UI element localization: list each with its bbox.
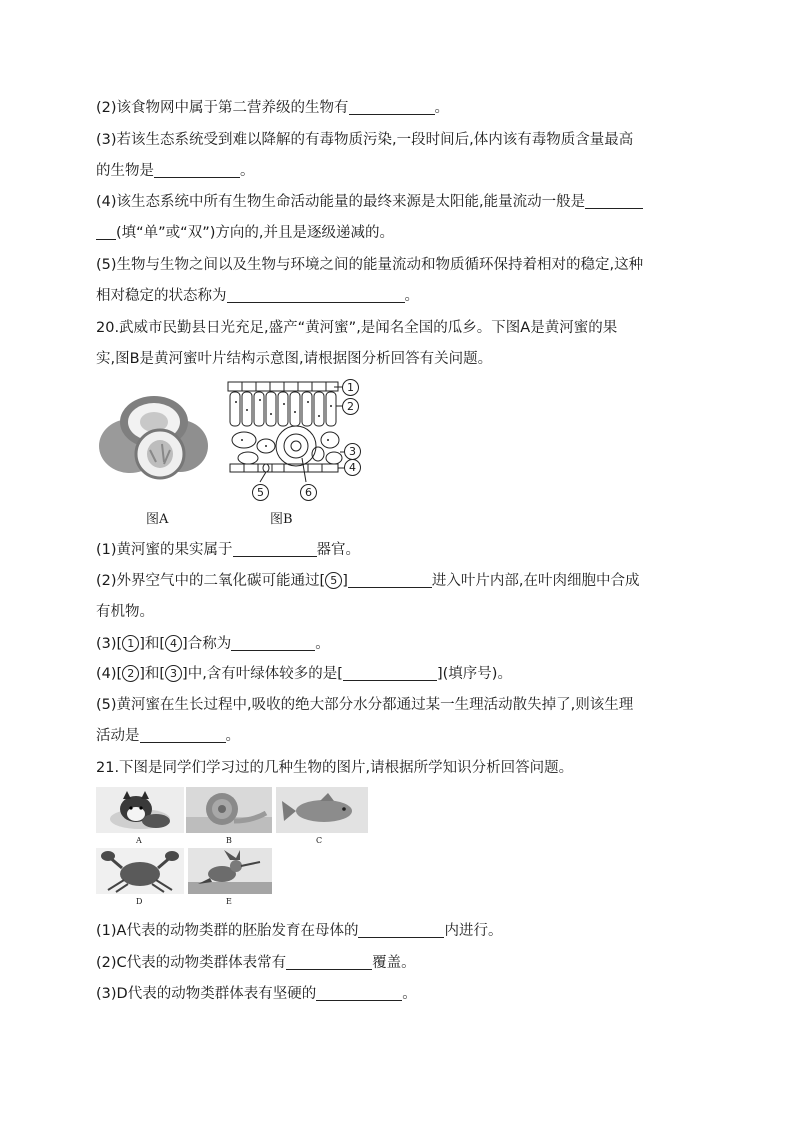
q20-part2-line2: 有机物。	[96, 604, 154, 620]
answer-blank[interactable]	[348, 573, 432, 588]
answer-blank[interactable]	[286, 955, 372, 970]
answer-blank[interactable]	[233, 542, 317, 557]
puppy-image	[96, 787, 184, 833]
leaf-label-3: 3	[344, 443, 361, 460]
q19-part3-line2: 的生物是 。	[96, 163, 255, 179]
q19-part5-line1: (5)生物与生物之间以及生物与环境之间的能量流动和物质循环保持着相对的稳定,这种	[96, 257, 644, 273]
q20-part2-line1: (2)外界空气中的二氧化碳可能通过[ 5 ] 进入叶片内部,在叶肉细胞中合成	[96, 573, 640, 589]
bird-image	[188, 848, 272, 894]
answer-blank[interactable]	[358, 923, 444, 938]
q19-part3-line1: (3)若该生态系统受到难以降解的有毒物质污染,一段时间后,体内该有毒物质含量最高	[96, 132, 634, 148]
image-label-d: D	[136, 897, 143, 906]
answer-blank[interactable]	[349, 100, 435, 115]
image-label-e: E	[226, 897, 232, 906]
q20-part5-line1: (5)黄河蜜在生长过程中,吸收的绝大部分水分都通过某一生理活动散失掉了,则该生理	[96, 697, 634, 713]
fish-image	[276, 787, 368, 833]
answer-blank[interactable]	[140, 728, 226, 743]
answer-blank[interactable]	[231, 636, 315, 651]
q20-part3: (3)[ 1 ]和[ 4 ]合称为 。	[96, 636, 330, 652]
melon-figure	[98, 392, 210, 482]
leaf-structure-figure	[222, 378, 362, 502]
q21-part2: (2)C代表的动物类群体表常有 覆盖。	[96, 955, 416, 971]
answer-blank-cont[interactable]	[96, 225, 116, 240]
answer-blank[interactable]	[316, 986, 402, 1001]
q21-stem: 21.下图是同学们学习过的几种生物的图片,请根据所学知识分析回答问题。	[96, 760, 574, 776]
leaf-label-4: 4	[344, 459, 361, 476]
q21-part1: (1)A代表的动物类群的胚胎发育在母体的 内进行。	[96, 923, 503, 939]
answer-blank[interactable]	[343, 666, 437, 681]
crab-image	[96, 848, 184, 894]
q19-part5-line2: 相对稳定的状态称为 。	[96, 288, 419, 304]
q19-part4-line1: (4)该生态系统中所有生物生命活动能量的最终来源是太阳能,能量流动一般是	[96, 192, 643, 212]
q20-part1: (1)黄河蜜的果实属于 器官。	[96, 542, 361, 558]
answer-blank[interactable]	[585, 194, 643, 209]
q19-part4-line2: (填“单”或“双”)方向的,并且是逐级递减的。	[96, 223, 394, 243]
q20-part4: (4)[ 2 ]和[ 3 ]中,含有叶绿体较多的是[ ](填序号)。	[96, 666, 512, 682]
figure-a-caption: 图A	[146, 512, 169, 527]
q20-stem-line1: 20.武威市民勤县日光充足,盛产“黄河蜜”,是闻名全国的瓜乡。下图A是黄河蜜的果	[96, 320, 618, 336]
image-label-c: C	[316, 836, 323, 845]
leaf-label-6: 6	[300, 484, 317, 501]
image-label-b: B	[226, 836, 232, 845]
answer-blank[interactable]	[227, 288, 405, 303]
leaf-label-2: 2	[342, 398, 359, 415]
leaf-label-5: 5	[252, 484, 269, 501]
q20-stem-line2: 实,图B是黄河蜜叶片结构示意图,请根据图分析回答有关问题。	[96, 351, 493, 367]
image-label-a: A	[136, 836, 142, 845]
figure-b-caption: 图B	[270, 512, 293, 527]
q19-part2: (2)该食物网中属于第二营养级的生物有 。	[96, 100, 450, 116]
q20-part5-line2: 活动是 。	[96, 728, 240, 744]
leaf-label-1: 1	[342, 379, 359, 396]
answer-blank[interactable]	[154, 163, 240, 178]
q21-part3: (3)D代表的动物类群体表有坚硬的 。	[96, 986, 417, 1002]
snail-image	[186, 787, 272, 833]
